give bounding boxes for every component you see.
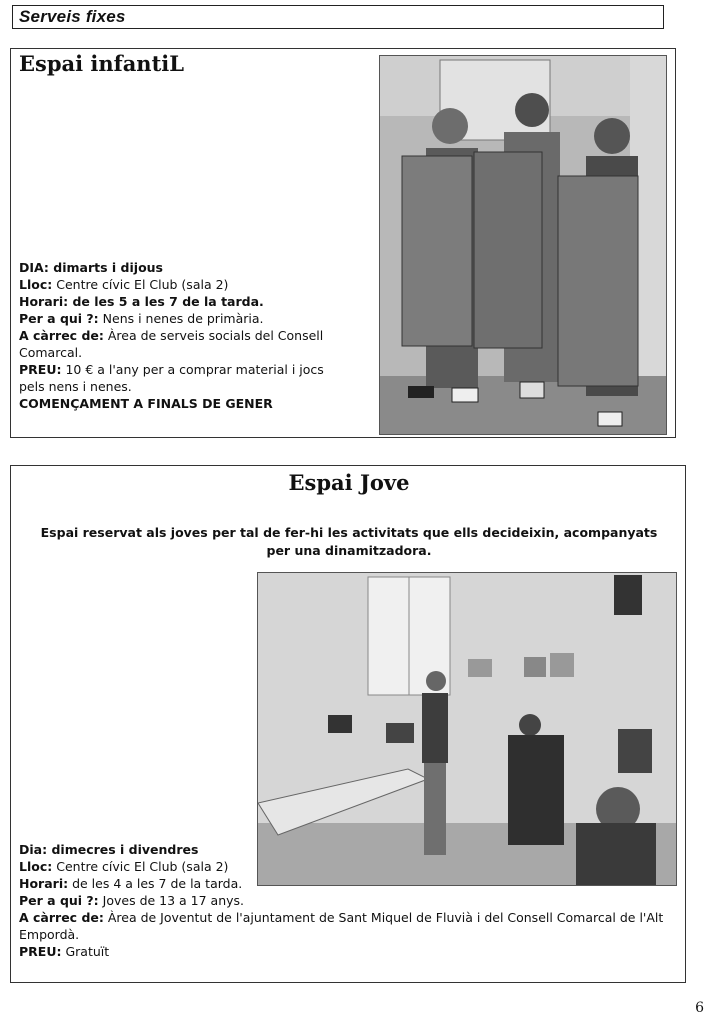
- per-a-qui-value: Joves de 13 a 17 anys.: [98, 893, 245, 908]
- horari-label: Horari:: [19, 876, 69, 891]
- carrec-value: Àrea de serveis socials del Consell Comarcal.: [19, 328, 324, 360]
- espai-jove-title: Espai Jove: [288, 470, 410, 495]
- lloc-value: Centre cívic El Club (sala 2): [52, 277, 229, 292]
- preu-label: PREU:: [19, 944, 62, 959]
- per-a-qui-label: Per a qui ?:: [19, 893, 99, 908]
- espai-jove-panel: [10, 465, 686, 983]
- carrec-label: A càrrec de:: [19, 328, 104, 343]
- youth-room-photo: [257, 572, 677, 886]
- page-number: 6: [695, 1000, 704, 1016]
- section-header: [12, 5, 664, 29]
- preu-label: PREU:: [19, 362, 62, 377]
- per-a-qui-label: Per a qui ?:: [19, 311, 99, 326]
- carrec-value: Àrea de Joventut de l'ajuntament de Sant Miquel de Fluvià i del Consell Comarcal de l'Alt Empordà.: [19, 910, 664, 942]
- horari-label: Horari:: [19, 294, 69, 309]
- horari-value: de les 4 a les 7 de la tarda.: [68, 876, 243, 891]
- preu-value: Gratuït: [61, 944, 110, 959]
- lloc-label: Lloc:: [19, 859, 53, 874]
- comencament-note: COMENÇAMENT A FINALS DE GENER: [19, 396, 273, 411]
- horari-value: de les 5 a les 7 de la tarda.: [68, 294, 264, 309]
- children-artwork-image: [380, 56, 666, 434]
- dia-value: dimecres i divendres: [47, 842, 199, 857]
- section-title: Serveis fixes: [19, 7, 126, 26]
- dia-value: dimarts i dijous: [48, 260, 163, 275]
- espai-infantil-title: Espai infantiL: [19, 51, 185, 76]
- carrec-label: A càrrec de:: [19, 910, 104, 925]
- espai-infantil-info: [19, 259, 339, 412]
- espai-jove-info: [19, 841, 679, 960]
- preu-value: 10 € a l'any per a comprar material i jocs pels nens i nenes.: [19, 362, 324, 394]
- children-artwork-photo: [379, 55, 667, 435]
- lloc-value: Centre cívic El Club (sala 2): [52, 859, 229, 874]
- espai-infantil-panel: [10, 48, 676, 438]
- per-a-qui-value: Nens i nenes de primària.: [98, 311, 264, 326]
- espai-jove-intro: Espai reservat als joves per tal de fer-hi les activitats que ells decideixin, acompanyats per una dinamitzadora.: [40, 525, 658, 558]
- lloc-label: Lloc:: [19, 277, 53, 292]
- youth-room-image: [258, 573, 676, 885]
- dia-label: Dia:: [19, 842, 48, 857]
- dia-label: DIA:: [19, 260, 49, 275]
